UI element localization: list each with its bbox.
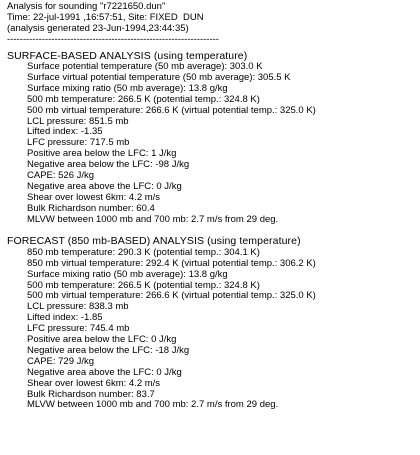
- surface-line: Surface mixing ratio (50 mb average): 13.8 g/kg: [27, 82, 228, 94]
- analysis-report: [7, 2, 415, 411]
- forecast-line: CAPE: 729 J/kg: [27, 355, 95, 367]
- surface-line: Shear over lowest 6km: 4.2 m/s: [27, 191, 161, 203]
- forecast-line: 500 mb temperature: 266.5 K (potential temp.: 324.8 K): [27, 279, 260, 291]
- surface-line: Bulk Richardson number: 60.4: [27, 202, 155, 214]
- surface-line: Surface virtual potential temperature (50 mb average): 305.5 K: [27, 71, 291, 83]
- surface-line: Negative area above the LFC: 0 J/kg: [27, 180, 182, 192]
- forecast-line: LCL pressure: 838.3 mb: [27, 301, 129, 313]
- surface-line: CAPE: 526 J/kg: [27, 169, 95, 181]
- forecast-line: Surface mixing ratio (50 mb average): 13.8 g/kg: [27, 268, 228, 280]
- forecast-section-title: FORECAST (850 mb-BASED) ANALYSIS (using temperature): [7, 235, 301, 248]
- forecast-line: Negative area below the LFC: -18 J/kg: [27, 344, 190, 356]
- surface-line: 500 mb virtual temperature: 266.6 K (virtual potential temp.: 325.0 K): [27, 104, 316, 116]
- surface-line: Negative area below the LFC: -98 J/kg: [27, 159, 190, 171]
- forecast-line: LFC pressure: 745.4 mb: [27, 323, 130, 335]
- surface-line: MLVW between 1000 mb and 700 mb: 2.7 m/s from 29 deg.: [27, 213, 279, 225]
- forecast-line: Bulk Richardson number: 83.7: [27, 388, 155, 400]
- forecast-line: Lifted index: -1.85: [27, 312, 103, 324]
- surface-line: Lifted index: -1.35: [27, 126, 103, 138]
- forecast-line: MLVW between 1000 mb and 700 mb: 2.7 m/s from 29 deg.: [27, 399, 279, 411]
- surface-section-body: [7, 62, 415, 225]
- report-time-site: Time: 22-jul-1991 ,16:57:51, Site: FIXED DUN: [7, 11, 204, 23]
- forecast-line: Shear over lowest 6km: 4.2 m/s: [27, 377, 161, 389]
- surface-line: 500 mb temperature: 266.5 K (potential temp.: 324.8 K): [27, 93, 260, 105]
- header-separator: -------------------------------------------------------------------: [7, 34, 219, 45]
- surface-line: LCL pressure: 851.5 mb: [27, 115, 129, 127]
- report-generated-date: (analysis generated 23-Jun-1994,23:44:35): [7, 22, 189, 34]
- surface-line: Positive area below the LFC: 1 J/kg: [27, 148, 177, 160]
- forecast-line: Negative area above the LFC: 0 J/kg: [27, 366, 182, 378]
- surface-section-title: SURFACE-BASED ANALYSIS (using temperature): [7, 49, 248, 62]
- surface-line: Surface potential temperature (50 mb average): 303.0 K: [27, 61, 263, 73]
- forecast-line: Positive area below the LFC: 0 J/kg: [27, 334, 177, 346]
- forecast-line: 850 mb virtual temperature: 292.4 K (virtual potential temp.: 306.2 K): [27, 257, 316, 269]
- report-title: Analysis for sounding "r7221650.dun": [7, 1, 166, 12]
- forecast-section-body: [7, 248, 415, 411]
- surface-line: LFC pressure: 717.5 mb: [27, 137, 130, 149]
- forecast-line: 850 mb temperature: 290.3 K (potential temp.: 304.1 K): [27, 246, 260, 258]
- forecast-line: 500 mb virtual temperature: 266.6 K (virtual potential temp.: 325.0 K): [27, 290, 316, 302]
